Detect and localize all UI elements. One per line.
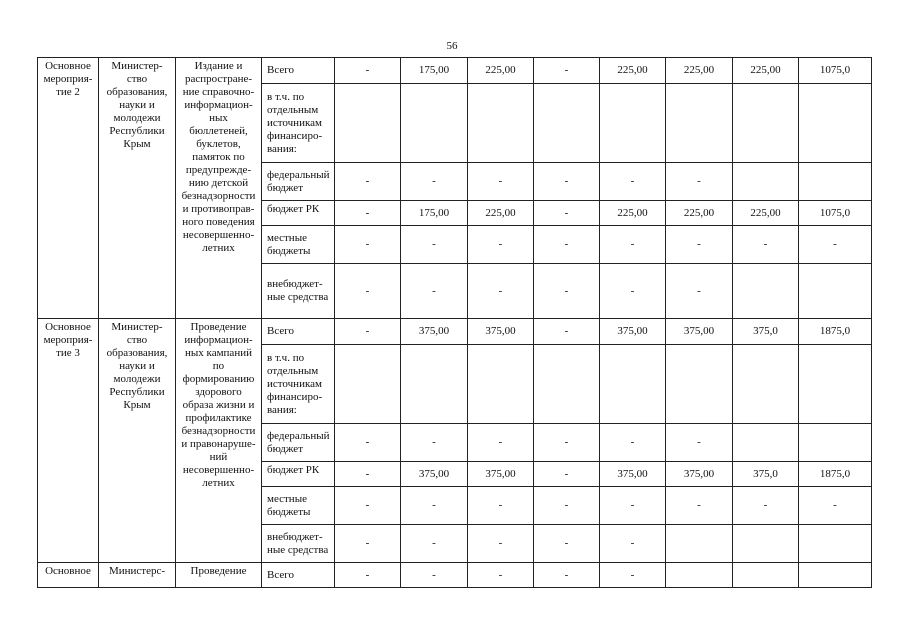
value-cell: - <box>335 319 401 345</box>
value-cell: - <box>666 424 733 462</box>
description-cell: Проведение информацион-ных кампаний по формированию здорового образа жизни и профилактике безнадзорности и правонаруше-ний несовершенно-летних <box>176 319 262 563</box>
value-cell: - <box>799 487 872 525</box>
value-cell: 375,00 <box>468 319 534 345</box>
activity-cell: Основное мероприя-тие 2 <box>38 58 99 319</box>
value-cell: - <box>666 163 733 201</box>
value-cell: - <box>799 226 872 264</box>
value-cell: 375,0 <box>733 462 799 487</box>
value-cell <box>600 84 666 163</box>
source-cell: в т.ч. по отдельным источникам финансиро-вания: <box>262 345 335 424</box>
value-cell <box>335 345 401 424</box>
value-cell: - <box>335 226 401 264</box>
value-cell: 375,00 <box>600 319 666 345</box>
value-cell: 225,00 <box>733 58 799 84</box>
value-cell: 375,00 <box>401 462 468 487</box>
value-cell: 1075,0 <box>799 201 872 226</box>
value-cell: 1875,0 <box>799 319 872 345</box>
source-cell: внебюджет-ные средства <box>262 525 335 563</box>
value-cell <box>534 84 600 163</box>
source-cell: местные бюджеты <box>262 487 335 525</box>
value-cell <box>733 563 799 588</box>
value-cell <box>733 163 799 201</box>
value-cell <box>666 563 733 588</box>
value-cell <box>534 345 600 424</box>
source-cell: федеральный бюджет <box>262 424 335 462</box>
value-cell: 225,00 <box>468 201 534 226</box>
value-cell: - <box>666 226 733 264</box>
value-cell: - <box>335 163 401 201</box>
value-cell: 375,00 <box>600 462 666 487</box>
value-cell: - <box>468 424 534 462</box>
table-row <box>38 319 872 345</box>
value-cell: - <box>401 264 468 319</box>
value-cell: - <box>733 226 799 264</box>
value-cell: - <box>600 563 666 588</box>
value-cell <box>799 163 872 201</box>
table-row <box>38 563 872 588</box>
value-cell: 175,00 <box>401 201 468 226</box>
value-cell: 225,00 <box>468 58 534 84</box>
value-cell: - <box>534 163 600 201</box>
value-cell: - <box>666 487 733 525</box>
value-cell: - <box>666 264 733 319</box>
description-cell: Издание и распростране-ние справочно-информацион-ных бюллетеней, буклетов, памяток по предупрежде-нию детской безнадзорности и противоправ-ного поведения несовершенно-летних <box>176 58 262 319</box>
value-cell: - <box>468 226 534 264</box>
value-cell: - <box>534 563 600 588</box>
value-cell: 225,00 <box>733 201 799 226</box>
value-cell: 225,00 <box>666 201 733 226</box>
value-cell <box>401 84 468 163</box>
value-cell: - <box>534 424 600 462</box>
value-cell <box>733 264 799 319</box>
value-cell <box>666 84 733 163</box>
value-cell <box>733 424 799 462</box>
value-cell: - <box>600 525 666 563</box>
table-body <box>38 58 872 588</box>
source-cell: Всего <box>262 319 335 345</box>
value-cell: - <box>534 319 600 345</box>
value-cell: 175,00 <box>401 58 468 84</box>
value-cell: - <box>534 226 600 264</box>
value-cell: 225,00 <box>600 58 666 84</box>
value-cell <box>468 84 534 163</box>
value-cell: - <box>600 163 666 201</box>
value-cell: - <box>335 58 401 84</box>
value-cell: - <box>534 525 600 563</box>
value-cell: - <box>335 462 401 487</box>
value-cell: 375,00 <box>468 462 534 487</box>
value-cell <box>666 525 733 563</box>
value-cell: - <box>534 58 600 84</box>
value-cell: - <box>335 424 401 462</box>
value-cell: - <box>600 424 666 462</box>
source-cell: Всего <box>262 563 335 588</box>
value-cell <box>666 345 733 424</box>
value-cell: 375,00 <box>666 462 733 487</box>
value-cell: - <box>468 264 534 319</box>
executor-cell: Министерс- <box>99 563 176 588</box>
value-cell <box>799 525 872 563</box>
value-cell: 375,0 <box>733 319 799 345</box>
value-cell: - <box>534 462 600 487</box>
value-cell: - <box>401 487 468 525</box>
value-cell: 1875,0 <box>799 462 872 487</box>
description-cell: Проведение <box>176 563 262 588</box>
value-cell: - <box>335 525 401 563</box>
value-cell: - <box>468 163 534 201</box>
source-cell: в т.ч. по отдельным источникам финансиро-вания: <box>262 84 335 163</box>
value-cell: 375,00 <box>666 319 733 345</box>
value-cell: - <box>468 525 534 563</box>
value-cell: - <box>401 226 468 264</box>
source-cell: местные бюджеты <box>262 226 335 264</box>
value-cell <box>799 264 872 319</box>
value-cell: - <box>401 424 468 462</box>
activity-cell: Основное <box>38 563 99 588</box>
value-cell: - <box>335 563 401 588</box>
executor-cell: Министер-ство образования, науки и молодежи Республики Крым <box>99 58 176 319</box>
activity-cell: Основное мероприя-тие 3 <box>38 319 99 563</box>
source-cell: федеральный бюджет <box>262 163 335 201</box>
value-cell <box>733 525 799 563</box>
value-cell: 375,00 <box>401 319 468 345</box>
source-cell: Всего <box>262 58 335 84</box>
value-cell <box>468 345 534 424</box>
value-cell <box>600 345 666 424</box>
value-cell: - <box>600 264 666 319</box>
value-cell: - <box>335 487 401 525</box>
value-cell: - <box>534 264 600 319</box>
value-cell <box>799 424 872 462</box>
value-cell: - <box>534 487 600 525</box>
value-cell: 1075,0 <box>799 58 872 84</box>
value-cell <box>799 345 872 424</box>
source-cell: бюджет РК <box>262 201 335 226</box>
source-cell: бюджет РК <box>262 462 335 487</box>
value-cell: - <box>401 163 468 201</box>
value-cell: - <box>401 525 468 563</box>
value-cell <box>799 563 872 588</box>
value-cell: - <box>600 487 666 525</box>
budget-table <box>37 57 872 588</box>
value-cell: - <box>401 563 468 588</box>
source-cell: внебюджет-ные средства <box>262 264 335 319</box>
value-cell: - <box>468 487 534 525</box>
table-row <box>38 58 872 84</box>
value-cell <box>799 84 872 163</box>
value-cell <box>401 345 468 424</box>
value-cell: - <box>600 226 666 264</box>
value-cell: - <box>335 201 401 226</box>
value-cell <box>733 84 799 163</box>
value-cell: - <box>733 487 799 525</box>
page-number: 56 <box>446 40 458 52</box>
value-cell: - <box>534 201 600 226</box>
executor-cell: Министер-ство образования, науки и молодежи Республики Крым <box>99 319 176 563</box>
value-cell: 225,00 <box>600 201 666 226</box>
value-cell: - <box>468 563 534 588</box>
value-cell: - <box>335 264 401 319</box>
value-cell: 225,00 <box>666 58 733 84</box>
value-cell <box>335 84 401 163</box>
value-cell <box>733 345 799 424</box>
